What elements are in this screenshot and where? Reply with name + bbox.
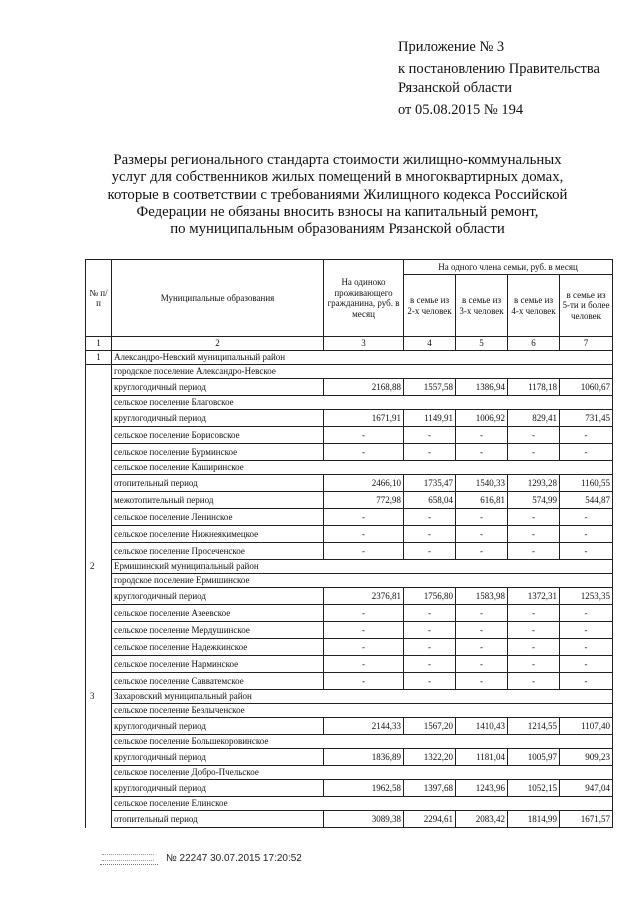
table-row (86, 427, 613, 444)
value-cell: 3089,38 (324, 811, 404, 828)
district-num: 2 (90, 561, 95, 571)
table-row (86, 673, 613, 690)
value-cell: 1178,18 (508, 379, 560, 396)
settlement-name: сельское поселение Елинское (112, 797, 613, 811)
value-cell: - (560, 427, 613, 444)
value-cell: - (560, 656, 613, 673)
value-cell: - (456, 605, 508, 622)
value-cell: - (508, 427, 560, 444)
settlement-row (86, 766, 613, 780)
value-cell: 1540,33 (456, 475, 508, 492)
value-cell: 1410,43 (456, 718, 508, 735)
value-cell: 1671,91 (324, 410, 404, 427)
period-name: отопительный период (112, 475, 324, 492)
value-cell: 1836,89 (324, 749, 404, 766)
title-line: Федерации не обязаны вносить взносы на капитальный ремонт, (136, 203, 539, 220)
registration-text: № 22247 30.07.2015 17:20:52 (166, 853, 302, 865)
district-label: Ермишинский муниципальный район (114, 561, 259, 572)
value-cell: - (404, 639, 456, 656)
value-cell: 947,04 (560, 780, 613, 797)
value-cell: - (404, 622, 456, 639)
value-cell: - (404, 673, 456, 690)
table-row (86, 780, 613, 797)
settlement-name: сельское поселение Ленинское (112, 509, 324, 526)
header-mo: Муниципальные образования (112, 260, 324, 337)
value-cell: 1293,28 (508, 475, 560, 492)
value-cell: - (508, 526, 560, 543)
value-cell: - (324, 543, 404, 560)
settlement-name: сельское поселение Безлыченское (112, 704, 613, 718)
standards-table (85, 259, 613, 828)
header-family-3: в семье из 3-х человек (456, 275, 508, 337)
table-row (86, 410, 613, 427)
title-line: которые в соответствии с требованиями Жилищного кодекса Российской (107, 186, 568, 203)
value-cell: - (456, 509, 508, 526)
header-family-5: в семье из 5-ти и более человек (560, 275, 613, 337)
table-row (86, 639, 613, 656)
value-cell: - (324, 639, 404, 656)
settlement-row (86, 735, 613, 749)
appendix-title: Приложение № 3 (398, 39, 505, 55)
value-cell: - (324, 509, 404, 526)
table-row (86, 622, 613, 639)
period-name: круглогодичный период (112, 718, 324, 735)
settlement-row (86, 396, 613, 410)
value-cell: - (560, 639, 613, 656)
table-row (86, 588, 613, 605)
value-cell: - (560, 526, 613, 543)
header-single: На одиноко проживающего гражданина, руб. в месяц (324, 260, 404, 337)
value-cell: 1372,31 (508, 588, 560, 605)
district-name: Александро-Невский муниципальный район (112, 351, 613, 365)
district-name (90, 560, 613, 574)
document-title (95, 152, 580, 238)
value-cell: - (508, 673, 560, 690)
period-name: круглогодичный период (112, 410, 324, 427)
settlement-row (86, 574, 613, 588)
value-cell: - (404, 605, 456, 622)
period-name: отопительный период (112, 811, 324, 828)
settlement-row (86, 365, 613, 379)
value-cell: - (508, 509, 560, 526)
district-row (86, 560, 613, 574)
value-cell: 1386,94 (456, 379, 508, 396)
value-cell: - (404, 509, 456, 526)
value-cell: - (456, 444, 508, 461)
settlement-row (86, 797, 613, 811)
value-cell: - (560, 673, 613, 690)
value-cell: - (456, 673, 508, 690)
col-num: 7 (560, 337, 613, 351)
value-cell: 1052,15 (508, 780, 560, 797)
appendix-block (398, 38, 600, 123)
value-cell: 1006,92 (456, 410, 508, 427)
period-name: межотопительный период (112, 492, 324, 509)
value-cell: 829,41 (508, 410, 560, 427)
table-row (86, 475, 613, 492)
col-num: 2 (112, 337, 324, 351)
value-cell: 1160,55 (560, 475, 613, 492)
district-row (86, 351, 613, 365)
stamp-mark-icon (100, 852, 158, 865)
settlement-name: сельское поселение Нижнеякимецкое (112, 526, 324, 543)
settlement-name: сельское поселение Борисовское (112, 427, 324, 444)
title-line: Размеры регионального стандарта стоимости жилищно-коммунальных (113, 152, 562, 168)
title-line: услуг для собственников жилых помещений в многоквартирных домах, (111, 169, 564, 186)
value-cell: 1583,98 (456, 588, 508, 605)
period-name: круглогодичный период (112, 780, 324, 797)
value-cell: - (456, 656, 508, 673)
value-cell: - (508, 543, 560, 560)
value-cell: 1671,57 (560, 811, 613, 828)
value-cell: - (560, 605, 613, 622)
registration-footer (100, 852, 302, 865)
value-cell: 1814,99 (508, 811, 560, 828)
value-cell: 772,98 (324, 492, 404, 509)
value-cell: 1149,91 (404, 410, 456, 427)
value-cell: - (560, 444, 613, 461)
value-cell: - (560, 509, 613, 526)
value-cell: 2168,88 (324, 379, 404, 396)
appendix-date: от 05.08.2015 № 194 (398, 102, 524, 118)
settlement-name: городское поселение Ермишинское (112, 574, 613, 588)
value-cell: - (324, 427, 404, 444)
district-num: 3 (90, 691, 95, 701)
value-cell: 2083,42 (456, 811, 508, 828)
header-num: № п/п (86, 260, 112, 337)
value-cell: - (404, 656, 456, 673)
header-family-4: в семье из 4-х человек (508, 275, 560, 337)
settlement-name: сельское поселение Бурминское (112, 444, 324, 461)
col-num: 5 (456, 337, 508, 351)
appendix-line: к постановлению Правительства (398, 61, 600, 77)
settlement-name: сельское поселение Нарминское (112, 656, 324, 673)
settlement-row (86, 704, 613, 718)
value-cell: - (456, 622, 508, 639)
value-cell: - (456, 543, 508, 560)
header-family-2: в семье из 2-х человек (404, 275, 456, 337)
value-cell: - (560, 622, 613, 639)
district-name (90, 690, 613, 704)
settlement-row (86, 461, 613, 475)
value-cell: 1107,40 (560, 718, 613, 735)
table-row (86, 718, 613, 735)
settlement-name: сельское поселение Мердушинское (112, 622, 324, 639)
value-cell: 1005,97 (508, 749, 560, 766)
table-row (86, 749, 613, 766)
value-cell: - (508, 656, 560, 673)
table-row (86, 509, 613, 526)
header-family: На одного члена семьи, руб. в месяц (404, 260, 613, 275)
settlement-name: сельское поселение Савватемское (112, 673, 324, 690)
value-cell: 1756,80 (404, 588, 456, 605)
value-cell: 909,23 (560, 749, 613, 766)
table-row (86, 656, 613, 673)
col-num: 3 (324, 337, 404, 351)
value-cell: 2294,61 (404, 811, 456, 828)
value-cell: 731,45 (560, 410, 613, 427)
settlement-name: сельское поселение Благовское (112, 396, 613, 410)
value-cell: - (508, 444, 560, 461)
value-cell: 658,04 (404, 492, 456, 509)
value-cell: 1322,20 (404, 749, 456, 766)
value-cell: - (324, 656, 404, 673)
value-cell: - (508, 605, 560, 622)
value-cell: 2376,81 (324, 588, 404, 605)
district-num: 1 (86, 351, 112, 365)
settlement-name: сельское поселение Азеевское (112, 605, 324, 622)
value-cell: - (324, 526, 404, 543)
district-label: Захаровский муниципальный район (114, 691, 252, 702)
value-cell: 1962,58 (324, 780, 404, 797)
table-row (86, 444, 613, 461)
value-cell: 1735,47 (404, 475, 456, 492)
appendix-line: Рязанской области (398, 80, 512, 96)
settlement-name: сельское поселение Надежкинское (112, 639, 324, 656)
value-cell: 1214,55 (508, 718, 560, 735)
value-cell: 1397,68 (404, 780, 456, 797)
period-name: круглогодичный период (112, 379, 324, 396)
value-cell: - (456, 639, 508, 656)
col-num: 6 (508, 337, 560, 351)
title-line: по муниципальным образованиям Рязанской области (170, 221, 505, 238)
value-cell: - (456, 526, 508, 543)
district-row (86, 690, 613, 704)
value-cell: 574,99 (508, 492, 560, 509)
table-row (86, 605, 613, 622)
value-cell: 1243,96 (456, 780, 508, 797)
value-cell: - (324, 444, 404, 461)
table-row (86, 526, 613, 543)
value-cell: 1567,20 (404, 718, 456, 735)
value-cell: - (404, 543, 456, 560)
table-row (86, 543, 613, 560)
value-cell: 2466,10 (324, 475, 404, 492)
table-row (86, 492, 613, 509)
value-cell: - (324, 673, 404, 690)
value-cell: 1557,58 (404, 379, 456, 396)
value-cell: 544,87 (560, 492, 613, 509)
value-cell: - (508, 622, 560, 639)
value-cell: - (560, 543, 613, 560)
col-num: 4 (404, 337, 456, 351)
value-cell: 2144,33 (324, 718, 404, 735)
settlement-name: сельское поселение Большекоровинское (112, 735, 613, 749)
value-cell: - (404, 427, 456, 444)
value-cell: - (404, 444, 456, 461)
settlement-name: городское поселение Александро-Невское (112, 365, 613, 379)
value-cell: 1181,04 (456, 749, 508, 766)
num-spacer (86, 365, 112, 828)
value-cell: 1253,35 (560, 588, 613, 605)
period-name: круглогодичный период (112, 749, 324, 766)
value-cell: - (324, 605, 404, 622)
value-cell: 616,81 (456, 492, 508, 509)
col-num: 1 (86, 337, 112, 351)
value-cell: - (404, 526, 456, 543)
column-number-row (86, 337, 613, 351)
table-row (86, 811, 613, 828)
table-row (86, 379, 613, 396)
value-cell: - (456, 427, 508, 444)
period-name: круглогодичный период (112, 588, 324, 605)
value-cell: - (324, 622, 404, 639)
settlement-name: сельское поселение Каширинское (112, 461, 613, 475)
value-cell: - (508, 639, 560, 656)
settlement-name: сельское поселение Добро-Пчельское (112, 766, 613, 780)
settlement-name: сельское поселение Просеченское (112, 543, 324, 560)
value-cell: 1060,67 (560, 379, 613, 396)
